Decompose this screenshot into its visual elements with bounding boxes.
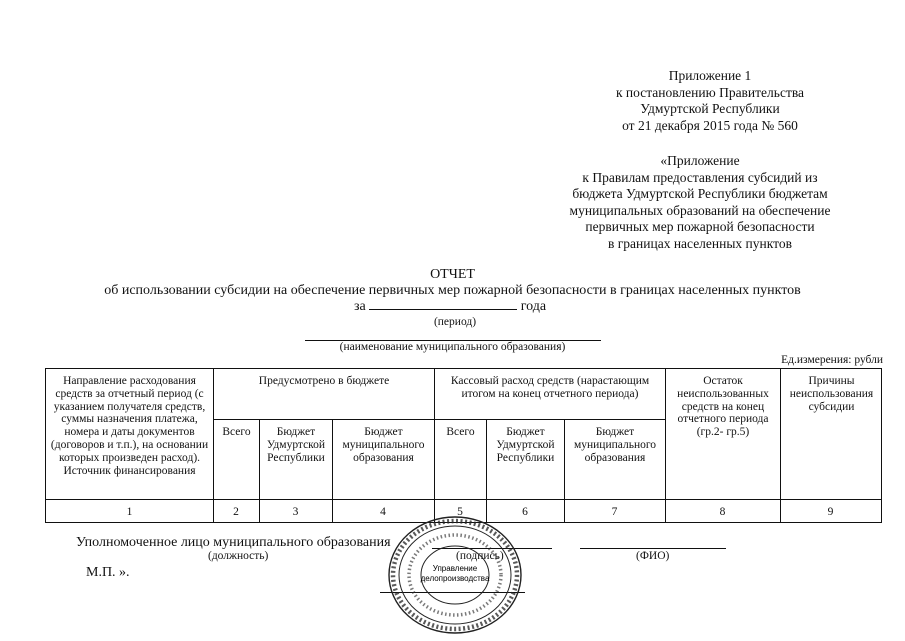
appendix-rules-line: «Приложение: [660, 153, 740, 168]
period-line: [354, 299, 546, 315]
authorized-person-label: Уполномоченное лицо муниципального образования: [76, 535, 391, 550]
units-label: Ед.измерения: рубли: [781, 354, 883, 366]
column-number: 8: [719, 506, 726, 518]
appendix-rules-line: бюджета Удмуртской Республики бюджетам: [572, 186, 828, 201]
appendix-rules-line: первичных мер пожарной безопасности: [585, 219, 815, 234]
cash-republic-header: Бюджет Удмуртской Республики: [496, 426, 555, 464]
remainder-header: Остаток неиспользованных средств на конец отчетного периода (гр.2- гр.5): [677, 375, 769, 439]
budget-group-header: Предусмотрено в бюджете: [258, 375, 390, 387]
column-number: 6: [522, 506, 528, 518]
budget-municipal-header: Бюджет муниципального образования: [342, 426, 425, 464]
seal-graphic: [386, 514, 524, 636]
col1-header: Направление расходования средств за отчетный период (с указанием получателя средств, суммы назначения платежа, номера и даты документов (договоров и т.п.), на основании которых произведен расход). Источник финансирования: [50, 375, 209, 477]
name-blank: [580, 548, 726, 549]
seal-line-2: делопроизводства: [420, 574, 490, 583]
cash-total-header: Всего: [446, 426, 475, 438]
position-caption: (должность): [208, 550, 269, 562]
name-caption: (ФИО): [636, 550, 670, 562]
period-prefix: за: [354, 299, 366, 314]
column-number: 9: [827, 506, 834, 518]
period-blank: [369, 309, 517, 310]
appendix-rules-line: в границах населенных пунктов: [608, 235, 792, 251]
period-caption: (период): [433, 316, 477, 328]
cash-group-header: Кассовый расход средств (нарастающим итогом на конец отчетного периода): [450, 375, 650, 400]
municipality-caption: (наименование муниципального образования): [339, 341, 566, 353]
column-number: 2: [233, 506, 239, 518]
reasons-header: Причины неиспользования субсидии: [789, 375, 874, 413]
report-subtitle: об использовании субсидии на обеспечение первичных мер пожарной безопасности в границах населенных пунктов: [104, 283, 801, 298]
appendix-header-line: Удмуртской Республики: [640, 101, 780, 116]
appendix-header-line: от 21 декабря 2015 года № 560: [622, 117, 798, 133]
cash-municipal-header: Бюджет муниципального образования: [573, 426, 657, 464]
column-number: 7: [611, 506, 618, 518]
appendix-rules-line: муниципальных образований на обеспечение: [569, 202, 831, 218]
period-suffix: года: [520, 299, 547, 314]
column-number: 1: [126, 506, 133, 518]
report-title: ОТЧЕТ: [430, 267, 475, 282]
appendix-rules-header: [520, 153, 880, 252]
budget-republic-header: Бюджет Удмуртской Республики: [266, 426, 326, 464]
stamp-place-label: М.П. ».: [86, 565, 130, 580]
column-number: 3: [292, 506, 299, 518]
signature-caption: (подпись): [456, 550, 504, 562]
appendix-rules-line: к Правилам предоставления субсидий из: [582, 169, 818, 185]
budget-total-header: Всего: [222, 426, 251, 438]
column-number: 5: [457, 506, 463, 518]
appendix-header-line: к постановлению Правительства: [615, 84, 805, 100]
official-seal: [386, 514, 524, 636]
report-table: [45, 368, 882, 523]
column-number: 4: [380, 506, 386, 518]
appendix-1-header: [560, 68, 860, 134]
seal-line-1: Управление: [432, 564, 478, 573]
appendix-header-line: Приложение 1: [668, 68, 752, 83]
